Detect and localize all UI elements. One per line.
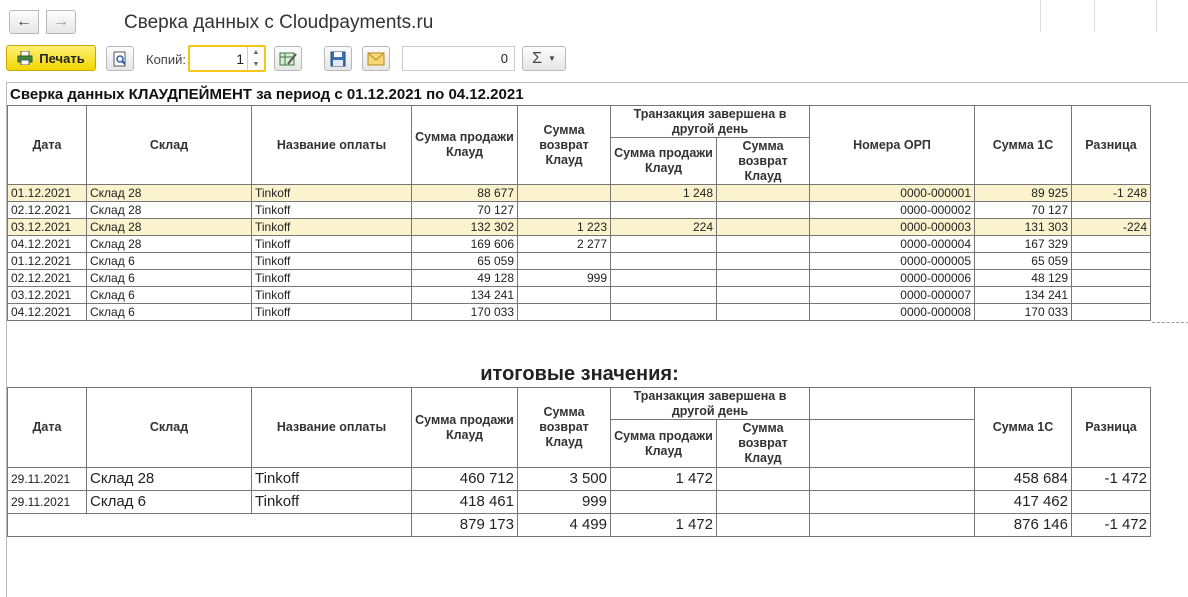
cell-date[interactable]: 01.12.2021 (8, 185, 87, 202)
cell-t_sale[interactable] (611, 236, 717, 253)
col-empty (810, 388, 975, 420)
cell-date[interactable]: 01.12.2021 (8, 253, 87, 270)
col-date: Дата (8, 388, 87, 468)
summary-row[interactable] (8, 468, 1151, 491)
spin-down-icon[interactable]: ▼ (252, 60, 260, 68)
col-orp: Номера ОРП (810, 106, 975, 185)
cell-payment[interactable]: Tinkoff (252, 468, 412, 491)
cell-date[interactable]: 04.12.2021 (8, 304, 87, 321)
cell-sum1c[interactable]: 458 684 (975, 468, 1072, 491)
col-sale: Сумма продажи Клауд (412, 106, 518, 185)
cell-sale[interactable]: 132 302 (412, 219, 518, 236)
copies-stepper[interactable] (188, 45, 266, 72)
cell-payment[interactable]: Tinkoff (252, 287, 412, 304)
copies-input[interactable]: 1 (236, 51, 244, 67)
total-t_sale[interactable]: 1 472 (611, 514, 717, 537)
cell-sum1c[interactable]: 167 329 (975, 236, 1072, 253)
preview-button[interactable] (106, 46, 134, 71)
divider (1156, 0, 1157, 32)
cell-payment[interactable]: Tinkoff (252, 253, 412, 270)
report-sheet[interactable] (6, 82, 1188, 597)
cell-warehouse[interactable]: Склад 6 (87, 253, 252, 270)
cell-sale[interactable]: 134 241 (412, 287, 518, 304)
sigma-icon: Σ (532, 49, 542, 67)
cell-date[interactable]: 02.12.2021 (8, 270, 87, 287)
arrow-right-icon: → (53, 13, 69, 30)
cell-sum1c[interactable]: 89 925 (975, 185, 1072, 202)
title-bar (0, 0, 1188, 42)
cell-ret[interactable] (518, 287, 611, 304)
cell-date[interactable]: 29.11.2021 (8, 468, 87, 491)
divider (1094, 0, 1095, 32)
cell-sum1c[interactable]: 417 462 (975, 491, 1072, 514)
cell-payment[interactable]: Tinkoff (252, 304, 412, 321)
cell-date[interactable]: 03.12.2021 (8, 219, 87, 236)
cell-t_sale[interactable]: 1 472 (611, 468, 717, 491)
total-sum1c[interactable]: 876 146 (975, 514, 1072, 537)
col-t-return: Сумма возврат Клауд (717, 420, 810, 468)
copies-label: Копий: (146, 52, 186, 67)
col-diff: Разница (1072, 388, 1151, 468)
cell-t_sale[interactable]: 1 248 (611, 185, 717, 202)
cell-payment[interactable]: Tinkoff (252, 270, 412, 287)
table-row[interactable] (8, 219, 1151, 236)
cell-t_ret[interactable] (717, 185, 810, 202)
cell-t_ret[interactable] (717, 219, 810, 236)
cell-ret[interactable] (518, 304, 611, 321)
cell-ret[interactable] (518, 185, 611, 202)
table-row[interactable] (8, 304, 1151, 321)
cell-diff[interactable] (1072, 236, 1151, 253)
total-label-cell (8, 514, 412, 537)
cell-diff[interactable] (1072, 270, 1151, 287)
cell-warehouse[interactable]: Склад 6 (87, 270, 252, 287)
cell-sale[interactable]: 170 033 (412, 304, 518, 321)
cell-warehouse[interactable]: Склад 28 (87, 185, 252, 202)
forward-button[interactable] (46, 10, 76, 34)
col-warehouse: Склад (87, 388, 252, 468)
table-row[interactable] (8, 253, 1151, 270)
cell-t_sale[interactable] (611, 253, 717, 270)
window-title: Сверка данных с Cloudpayments.ru (124, 12, 434, 33)
col-t-sale: Сумма продажи Клауд (611, 420, 717, 468)
col-return: Сумма возврат Клауд (518, 106, 611, 185)
cell-t_ret[interactable] (717, 287, 810, 304)
cell-diff[interactable]: -1 248 (1072, 185, 1151, 202)
col-sale: Сумма продажи Клауд (412, 388, 518, 468)
cell-t_sale[interactable] (611, 202, 717, 219)
spin-up-icon[interactable]: ▲ (252, 49, 260, 57)
cell-orp[interactable]: 0000-000005 (810, 253, 975, 270)
cell-date[interactable]: 04.12.2021 (8, 236, 87, 253)
cell-diff[interactable] (1072, 304, 1151, 321)
cell-warehouse[interactable]: Склад 6 (87, 304, 252, 321)
col-return: Сумма возврат Клауд (518, 388, 611, 468)
sum-dropdown-button[interactable] (522, 46, 566, 71)
cell-diff[interactable] (1072, 287, 1151, 304)
printer-icon (17, 51, 33, 65)
cell-t_sale[interactable] (611, 491, 717, 514)
cell-sum1c[interactable]: 65 059 (975, 253, 1072, 270)
total-sale[interactable]: 879 173 (412, 514, 518, 537)
cell-sale[interactable]: 49 128 (412, 270, 518, 287)
cell-t_ret[interactable] (717, 253, 810, 270)
cell-payment[interactable]: Tinkoff (252, 219, 412, 236)
cell-ret[interactable]: 999 (518, 270, 611, 287)
cell-orp[interactable]: 0000-000008 (810, 304, 975, 321)
total-orp[interactable] (810, 514, 975, 537)
cell-diff[interactable]: -224 (1072, 219, 1151, 236)
col-sum1c: Сумма 1С (975, 388, 1072, 468)
edit-table-icon (279, 51, 297, 67)
cell-warehouse[interactable]: Склад 6 (87, 287, 252, 304)
table-row[interactable] (8, 185, 1151, 202)
cell-warehouse[interactable]: Склад 6 (87, 491, 252, 514)
summary-table (7, 387, 1151, 537)
cell-ret[interactable]: 2 277 (518, 236, 611, 253)
report-title: Сверка данных КЛАУДПЕЙМЕНТ за период с 01.12.2021 по 04.12.2021 (10, 86, 524, 103)
cell-t_ret[interactable] (717, 236, 810, 253)
print-label: Печать (39, 50, 85, 66)
cell-sum1c[interactable]: 70 127 (975, 202, 1072, 219)
cell-warehouse[interactable]: Склад 28 (87, 202, 252, 219)
table-row[interactable] (8, 202, 1151, 219)
col-empty (810, 420, 975, 468)
save-button[interactable] (324, 46, 352, 71)
cell-orp[interactable]: 0000-000004 (810, 236, 975, 253)
cell-diff[interactable] (1072, 253, 1151, 270)
cell-warehouse[interactable]: Склад 28 (87, 219, 252, 236)
cell-t_ret[interactable] (717, 304, 810, 321)
cell-date[interactable]: 02.12.2021 (8, 202, 87, 219)
arrow-left-icon: ← (16, 13, 32, 30)
cell-diff[interactable] (1072, 202, 1151, 219)
cell-sum1c[interactable]: 170 033 (975, 304, 1072, 321)
total-row[interactable] (8, 514, 1151, 537)
cell-warehouse[interactable]: Склад 28 (87, 236, 252, 253)
cell-t_sale[interactable] (611, 304, 717, 321)
cell-sum1c[interactable]: 48 129 (975, 270, 1072, 287)
col-date: Дата (8, 106, 87, 185)
cell-sum1c[interactable]: 131 303 (975, 219, 1072, 236)
print-button[interactable] (6, 45, 96, 71)
cell-t_ret[interactable] (717, 468, 810, 491)
cell-sale[interactable]: 65 059 (412, 253, 518, 270)
cell-orp[interactable]: 0000-000001 (810, 185, 975, 202)
toolbar (0, 42, 1188, 76)
col-transaction: Транзакция завершена в другой день (611, 388, 810, 420)
cell-t_ret[interactable] (717, 270, 810, 287)
cell-sum1c[interactable]: 134 241 (975, 287, 1072, 304)
cell-diff[interactable]: -1 472 (1072, 468, 1151, 491)
total-diff[interactable]: -1 472 (1072, 514, 1151, 537)
cell-date[interactable]: 03.12.2021 (8, 287, 87, 304)
col-payment: Название оплаты (252, 106, 412, 185)
table-row[interactable] (8, 236, 1151, 253)
cell-orp[interactable] (810, 468, 975, 491)
table-row[interactable] (8, 287, 1151, 304)
cell-sale[interactable]: 169 606 (412, 236, 518, 253)
cell-sale[interactable]: 88 677 (412, 185, 518, 202)
col-transaction: Транзакция завершена в другой день (611, 106, 810, 138)
cell-diff[interactable] (1072, 491, 1151, 514)
cell-orp[interactable]: 0000-000007 (810, 287, 975, 304)
back-button[interactable] (9, 10, 39, 34)
cell-t_ret[interactable] (717, 202, 810, 219)
cell-ret[interactable]: 1 223 (518, 219, 611, 236)
cell-sale[interactable]: 460 712 (412, 468, 518, 491)
page-break-line (1152, 322, 1188, 323)
col-t-sale: Сумма продажи Клауд (611, 138, 717, 185)
cell-ret[interactable] (518, 202, 611, 219)
total-t_ret[interactable] (717, 514, 810, 537)
col-sum1c: Сумма 1С (975, 106, 1072, 185)
col-t-return: Сумма возврат Клауд (717, 138, 810, 185)
summary-row[interactable] (8, 491, 1151, 514)
divider (1040, 0, 1041, 32)
cell-t_sale[interactable]: 224 (611, 219, 717, 236)
cell-orp[interactable]: 0000-000003 (810, 219, 975, 236)
cell-t_sale[interactable] (611, 270, 717, 287)
cell-t_sale[interactable] (611, 287, 717, 304)
col-diff: Разница (1072, 106, 1151, 185)
cell-warehouse[interactable]: Склад 28 (87, 468, 252, 491)
cell-orp[interactable] (810, 491, 975, 514)
cell-ret[interactable] (518, 253, 611, 270)
send-email-button[interactable] (362, 46, 390, 71)
summary-title: итоговые значения: (480, 363, 679, 385)
page-preview-icon (112, 51, 128, 67)
cell-payment[interactable]: Tinkoff (252, 185, 412, 202)
cell-sale[interactable]: 70 127 (412, 202, 518, 219)
floppy-disk-icon (330, 51, 346, 67)
envelope-icon (367, 52, 385, 66)
cell-ret[interactable]: 999 (518, 491, 611, 514)
total-ret[interactable]: 4 499 (518, 514, 611, 537)
cell-payment[interactable]: Tinkoff (252, 236, 412, 253)
cell-orp[interactable]: 0000-000006 (810, 270, 975, 287)
number-field[interactable]: 0 (402, 46, 515, 71)
chevron-down-icon: ▼ (547, 54, 556, 63)
edit-button[interactable] (274, 46, 302, 71)
cell-sale[interactable]: 418 461 (412, 491, 518, 514)
cell-payment[interactable]: Tinkoff (252, 202, 412, 219)
cell-t_ret[interactable] (717, 491, 810, 514)
detail-table (7, 105, 1151, 321)
cell-orp[interactable]: 0000-000002 (810, 202, 975, 219)
col-warehouse: Склад (87, 106, 252, 185)
col-payment: Название оплаты (252, 388, 412, 468)
cell-payment[interactable]: Tinkoff (252, 491, 412, 514)
cell-date[interactable]: 29.11.2021 (8, 491, 87, 514)
cell-ret[interactable]: 3 500 (518, 468, 611, 491)
table-row[interactable] (8, 270, 1151, 287)
